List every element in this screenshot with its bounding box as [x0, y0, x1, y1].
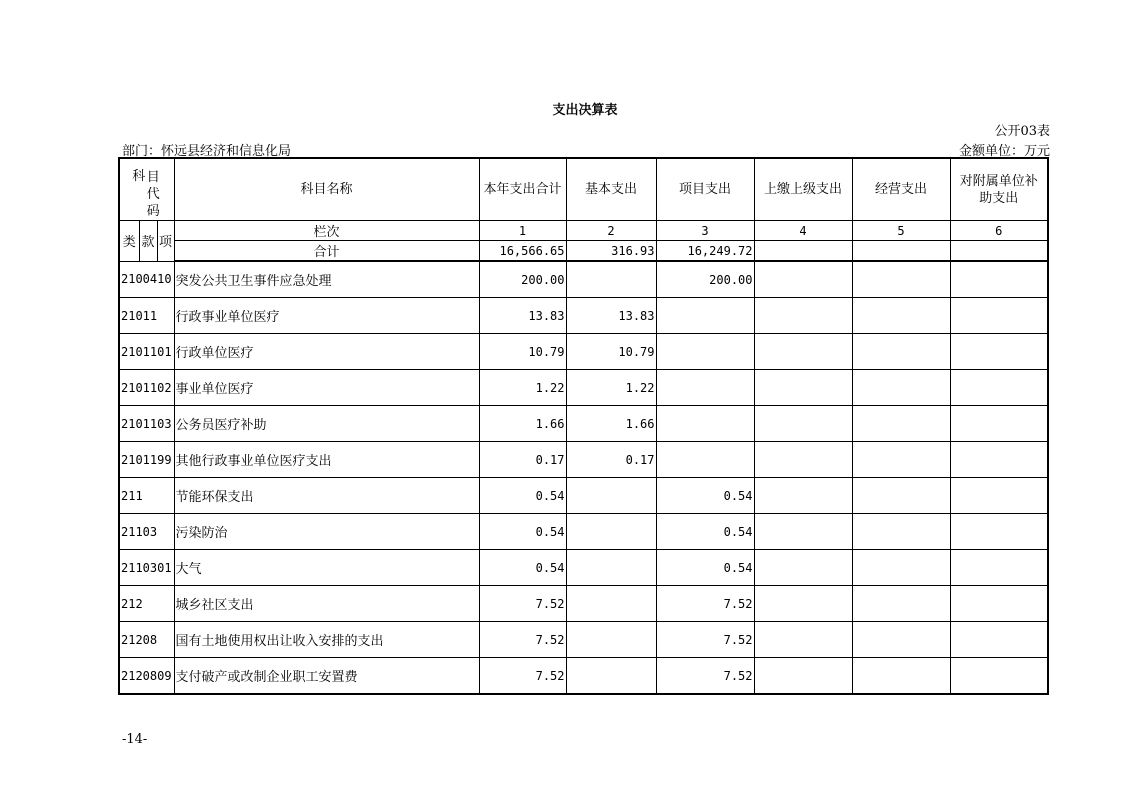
subject-code: 2100410 [119, 261, 174, 298]
amount-cell: 7.52 [656, 622, 754, 658]
amount-cell [852, 622, 950, 658]
amount-cell [754, 478, 852, 514]
subject-code: 211 [119, 478, 174, 514]
amount-cell [852, 406, 950, 442]
expenditure-table [118, 157, 1049, 695]
amount-cell: 0.17 [566, 442, 656, 478]
col-header-project: 项目支出 [656, 158, 754, 221]
amount-cell: 0.54 [479, 550, 566, 586]
amount-cell [852, 298, 950, 334]
amount-cell [656, 442, 754, 478]
subject-code: 2120809 [119, 658, 174, 695]
amount-cell [852, 370, 950, 406]
amount-cell [656, 298, 754, 334]
total-label: 合计 [174, 241, 479, 262]
table-row [119, 261, 1048, 298]
subject-name: 大气 [174, 550, 479, 586]
subject-code: 2101101 [119, 334, 174, 370]
amount-cell [950, 442, 1048, 478]
amount-cell [950, 550, 1048, 586]
amount-cell [852, 478, 950, 514]
amount-cell: 13.83 [479, 298, 566, 334]
amount-cell [852, 261, 950, 298]
amount-cell: 13.83 [566, 298, 656, 334]
code-col-xiang: 项 [157, 221, 174, 262]
amount-cell [566, 478, 656, 514]
subject-code: 2101103 [119, 406, 174, 442]
amount-cell [852, 586, 950, 622]
seq-5: 5 [852, 221, 950, 241]
amount-cell: 1.22 [566, 370, 656, 406]
seq-label: 栏次 [174, 221, 479, 241]
amount-cell: 0.54 [479, 478, 566, 514]
amount-cell [950, 406, 1048, 442]
amount-cell: 1.22 [479, 370, 566, 406]
total-value [950, 241, 1048, 262]
table-row [119, 658, 1048, 695]
amount-cell: 200.00 [479, 261, 566, 298]
subject-code: 212 [119, 586, 174, 622]
report-title: 支出决算表 [552, 103, 618, 118]
amount-cell [950, 478, 1048, 514]
code-header [119, 158, 174, 221]
col-header-subsidy: 对附属单位补助支出 [950, 158, 1048, 221]
amount-cell [754, 370, 852, 406]
amount-cell: 7.52 [656, 658, 754, 695]
seq-1: 1 [479, 221, 566, 241]
amount-cell [656, 370, 754, 406]
subject-name: 行政单位医疗 [174, 334, 479, 370]
seq-2: 2 [566, 221, 656, 241]
amount-cell [852, 658, 950, 695]
table-row [119, 370, 1048, 406]
col-header-total: 本年支出合计 [479, 158, 566, 221]
amount-cell: 0.17 [479, 442, 566, 478]
total-value: 316.93 [566, 241, 656, 262]
amount-cell [754, 622, 852, 658]
subject-name: 污染防治 [174, 514, 479, 550]
amount-cell [566, 514, 656, 550]
amount-cell [566, 658, 656, 695]
amount-cell [754, 514, 852, 550]
amount-cell [852, 550, 950, 586]
table-row [119, 406, 1048, 442]
amount-cell: 1.66 [566, 406, 656, 442]
total-value: 16,566.65 [479, 241, 566, 262]
subject-name: 行政事业单位医疗 [174, 298, 479, 334]
amount-cell [656, 334, 754, 370]
amount-cell [566, 550, 656, 586]
amount-cell [950, 334, 1048, 370]
name-header: 科目名称 [174, 158, 479, 221]
amount-cell [852, 514, 950, 550]
amount-cell [950, 586, 1048, 622]
amount-cell [754, 550, 852, 586]
table-row [119, 442, 1048, 478]
col-header-operating: 经营支出 [852, 158, 950, 221]
amount-cell [566, 261, 656, 298]
amount-cell [950, 261, 1048, 298]
table-row [119, 622, 1048, 658]
amount-cell: 10.79 [566, 334, 656, 370]
subject-code: 2110301 [119, 550, 174, 586]
code-header-mudaima: 目代码 [146, 170, 160, 219]
amount-cell [852, 442, 950, 478]
amount-cell [950, 370, 1048, 406]
subject-code: 2101199 [119, 442, 174, 478]
col-header-remit: 上缴上级支出 [754, 158, 852, 221]
seq-row [119, 221, 1048, 241]
amount-cell: 0.54 [656, 550, 754, 586]
table-row [119, 478, 1048, 514]
amount-cell [656, 406, 754, 442]
subject-code: 2101102 [119, 370, 174, 406]
amount-cell [754, 334, 852, 370]
amount-cell [950, 298, 1048, 334]
amount-cell [754, 586, 852, 622]
amount-cell: 10.79 [479, 334, 566, 370]
amount-cell [754, 442, 852, 478]
code-header-ke: 科 [132, 169, 146, 184]
amount-cell: 200.00 [656, 261, 754, 298]
form-number: 公开03表 [994, 124, 1050, 139]
subject-name: 公务员医疗补助 [174, 406, 479, 442]
subject-name: 国有土地使用权出让收入安排的支出 [174, 622, 479, 658]
amount-cell: 0.54 [656, 478, 754, 514]
total-row [119, 241, 1048, 262]
subject-code: 21103 [119, 514, 174, 550]
subject-name: 事业单位医疗 [174, 370, 479, 406]
total-value [852, 241, 950, 262]
subject-name: 其他行政事业单位医疗支出 [174, 442, 479, 478]
seq-4: 4 [754, 221, 852, 241]
subject-name: 节能环保支出 [174, 478, 479, 514]
table-row [119, 334, 1048, 370]
amount-cell: 7.52 [479, 622, 566, 658]
amount-cell: 0.54 [479, 514, 566, 550]
table-row [119, 550, 1048, 586]
amount-cell [950, 622, 1048, 658]
amount-cell [754, 298, 852, 334]
amount-cell: 7.52 [479, 586, 566, 622]
department-label: 部门：怀远县经济和信息化局 [122, 144, 292, 159]
table-row [119, 514, 1048, 550]
amount-cell [754, 658, 852, 695]
total-value: 16,249.72 [656, 241, 754, 262]
seq-6: 6 [950, 221, 1048, 241]
amount-cell [950, 658, 1048, 695]
code-col-kuan: 款 [139, 221, 157, 262]
col-header-basic: 基本支出 [566, 158, 656, 221]
page-number: -14- [122, 732, 148, 747]
amount-cell [754, 261, 852, 298]
total-value [754, 241, 852, 262]
header-row [119, 158, 1048, 221]
amount-cell [950, 514, 1048, 550]
subject-name: 城乡社区支出 [174, 586, 479, 622]
subject-code: 21011 [119, 298, 174, 334]
seq-3: 3 [656, 221, 754, 241]
amount-cell: 0.54 [656, 514, 754, 550]
subject-name: 突发公共卫生事件应急处理 [174, 261, 479, 298]
amount-cell [754, 406, 852, 442]
subject-name: 支付破产或改制企业职工安置费 [174, 658, 479, 695]
amount-cell [852, 334, 950, 370]
amount-cell: 7.52 [656, 586, 754, 622]
amount-cell [566, 586, 656, 622]
amount-cell: 1.66 [479, 406, 566, 442]
code-col-lei: 类 [119, 221, 139, 262]
amount-cell [566, 622, 656, 658]
amount-cell: 7.52 [479, 658, 566, 695]
unit-label: 金额单位：万元 [958, 144, 1050, 159]
table-row [119, 586, 1048, 622]
subject-code: 21208 [119, 622, 174, 658]
table-row [119, 298, 1048, 334]
